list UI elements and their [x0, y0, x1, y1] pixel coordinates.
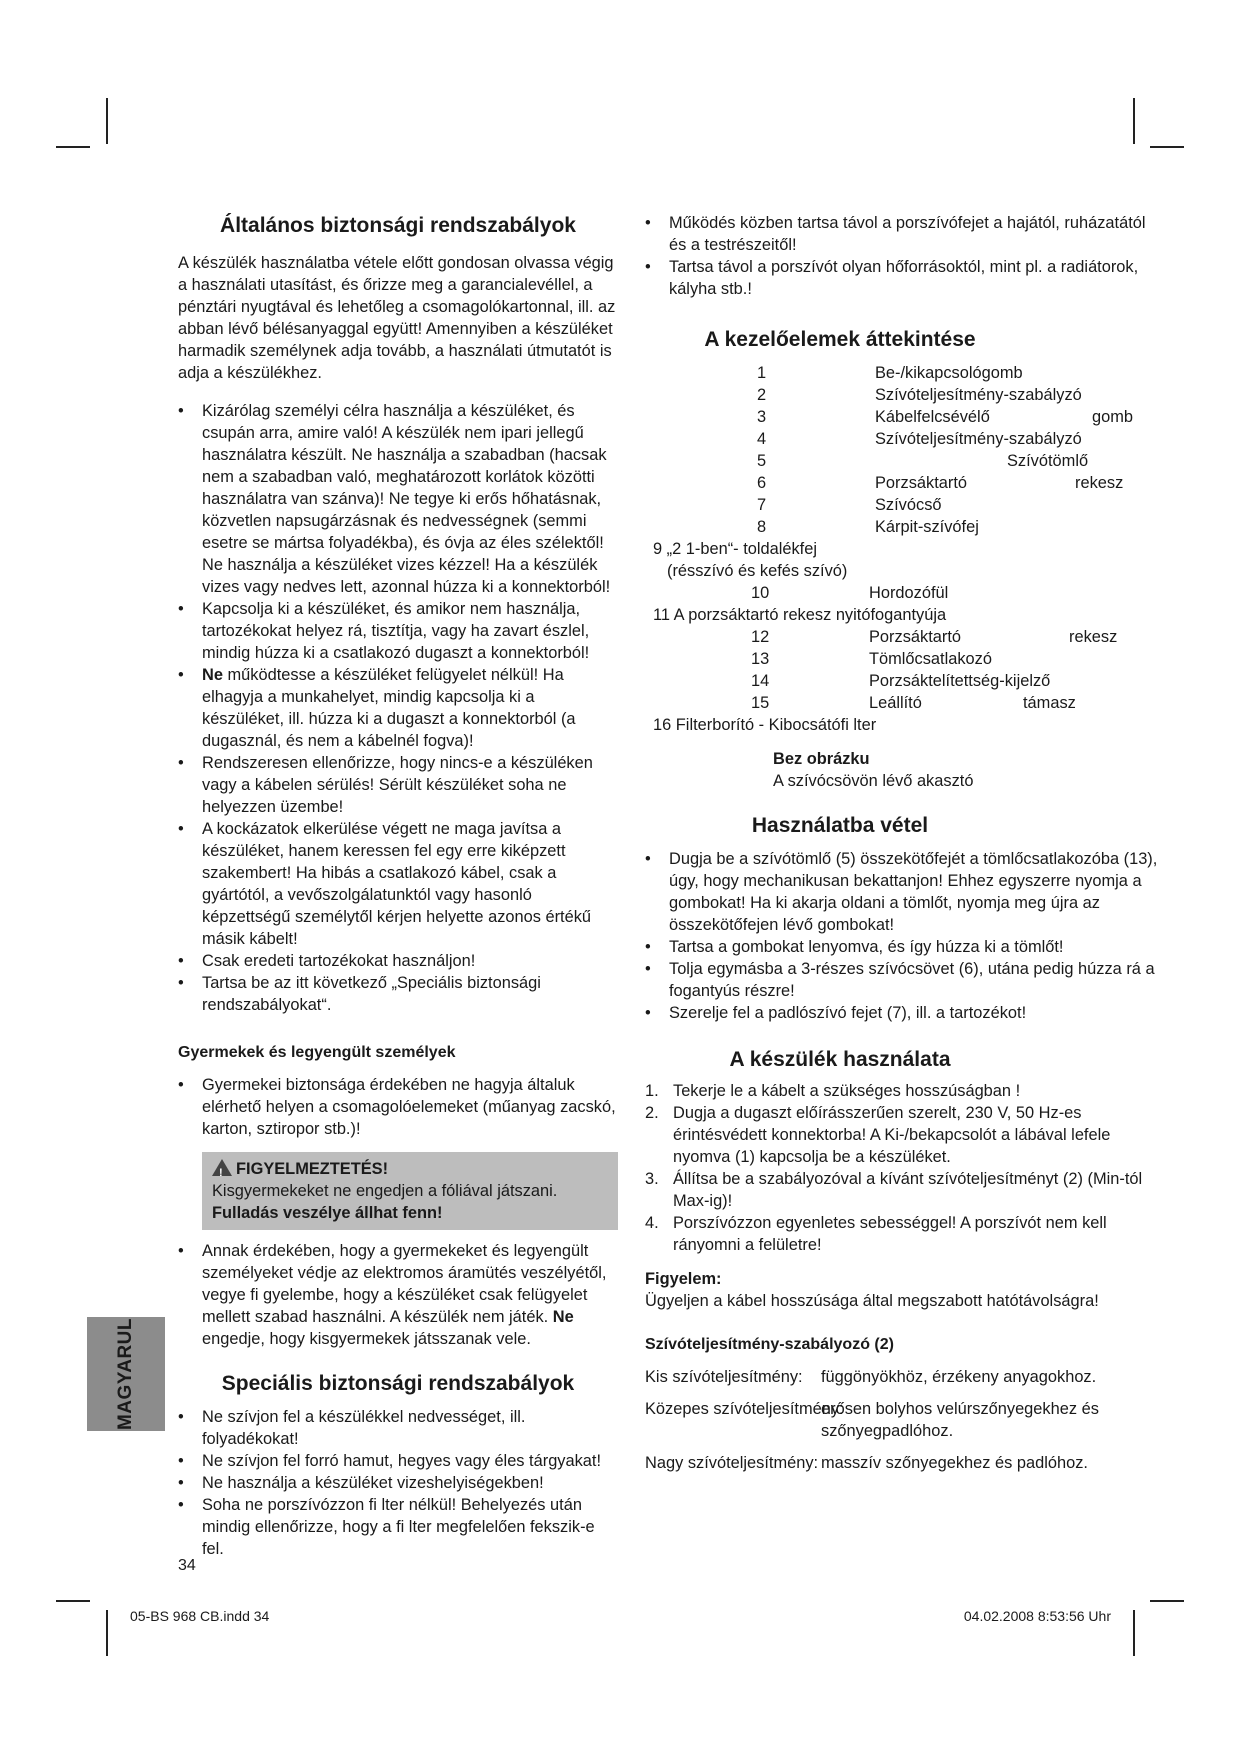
crop-mark — [106, 98, 108, 144]
special-safety-title: Speciális biztonsági rendszabályok — [221, 1372, 575, 1395]
control-number: 3 — [757, 408, 767, 426]
control-number: 8 — [757, 518, 767, 536]
page-number: 34 — [178, 1557, 196, 1574]
control-label: Kábelfelcsévélő — [875, 408, 990, 426]
list-item: • Tolja egymásba a 3-részes szívócsövet (6), utána pedig húzza rá a fogantyús részre! — [645, 958, 1165, 1002]
control-number: 13 — [751, 650, 770, 668]
suction-level-name: Nagy szívóteljesítmény: — [645, 1454, 819, 1472]
list-item: • Ne használja a készüléket vizeshelyiségekben! — [178, 1472, 618, 1494]
warning-bold-text: Fulladás veszélye állhat fenn! — [212, 1204, 443, 1222]
step-number: 3. — [645, 1170, 659, 1188]
suction-level-use: függönyökhöz, érzékeny anyagokhoz. — [821, 1368, 1097, 1386]
control-number: 10 — [751, 584, 770, 602]
list-item: • Kapcsolja ki a készüléket, és amikor nem használja, tartozékokat helyez rá, tisztítja, vagy ha zavart észlel, mindig húzza ki a csatlakozó dugaszt a konnektorból! — [178, 598, 618, 664]
list-item: • Soha ne porszívózzon fi lter nélkül! Behelyezés után mindig ellenőrizze, hogy a fi lter megfelelően fekszik-e fel. — [178, 1494, 618, 1560]
controls-title: A kezelőelemek áttekintése — [704, 328, 976, 351]
list-item: • Kizárólag személyi célra használja a készüléket, és csupán arra, amire való! A készülék nem ipari jellegű használatra készült. Ne használja a szabadban (hacsak nem a szabadban való, meghatározott korlátok közötti használatra van szánva)! Ne tegye ki erős hőhatásnak, közvetlen napsugárzásnak és nedvességnek (semmi esetre se mártsa folyadékba), és óvja az éles szélektől! Ne használja a készüléket vizes kézzel! Ha a készülék vizes vagy nedves lett, azonnal húzza ki a konnektorból! — [178, 400, 618, 598]
controls-list — [645, 582, 1165, 604]
control-label: Porzsáktartó — [875, 474, 968, 492]
control-number: 1 — [757, 364, 767, 382]
step-item — [645, 1102, 1165, 1168]
list-item: • Ne szívjon fel a készülékkel nedvességet, ill. folyadékokat! — [178, 1406, 618, 1450]
warning-icon — [212, 1159, 232, 1176]
control-item — [645, 494, 1165, 516]
attention-text: Ügyeljen a kábel hosszúsága által megszabott hatótávolságra! — [645, 1292, 1099, 1310]
control-number: 2 — [757, 386, 767, 404]
control-number: 15 — [751, 694, 770, 712]
suction-level-use: erősen bolyhos velúrszőnyegekhez és szőnyegpadlóhoz. — [821, 1400, 1099, 1440]
step-text: Állítsa be a szabályozóval a kívánt szívóteljesítményt (2) (Min-tól Max-ig)! — [673, 1170, 1143, 1210]
footer-file-name: 05-BS 968 CB.indd 34 — [130, 1608, 270, 1624]
warning-title: FIGYELMEZTETÉS! — [236, 1160, 389, 1178]
controls-list — [645, 362, 1165, 538]
control-label: Porzsáktartó — [869, 628, 962, 646]
list-item: • Működés közben tartsa távol a porszívófejet a hajától, ruházatától és a testrészeitől! — [645, 212, 1165, 256]
step-text: Porszívózzon egyenletes sebességgel! A porszívót nem kell rányomni a felületre! — [673, 1214, 1107, 1254]
right-column — [645, 212, 1165, 1474]
crop-mark — [106, 1610, 108, 1656]
suction-level-name: Kis szívóteljesítmény: — [645, 1368, 803, 1386]
control-item — [645, 626, 1165, 648]
step-text: Tekerje le a kábelt a szükséges hosszúságban ! — [673, 1082, 1021, 1100]
control-item — [645, 428, 1165, 450]
list-item-text: működtesse a készüléket felügyelet nélkül! Ha elhagyja a munkahelyet, mindig kapcsolja ki a készüléket, ill. húzza ki a dugaszt a konnektorból (a dugasznál, és nem a kábelnél fogva)! — [202, 666, 576, 750]
control-label: Leállító — [869, 694, 922, 712]
step-number: 4. — [645, 1214, 659, 1232]
control-item-9 — [645, 538, 1165, 582]
not-pictured — [645, 748, 1165, 792]
control-number: 5 — [757, 452, 767, 470]
safety-list — [178, 400, 618, 1016]
footer-timestamp: 04.02.2008 8:53:56 Uhr — [963, 1608, 1111, 1624]
crop-mark — [56, 1600, 90, 1602]
attention-title: Figyelem: — [645, 1270, 722, 1288]
suction-levels — [645, 1366, 1165, 1474]
control-item-11: 11 A porzsáktartó rekesz nyitófogantyúja — [653, 606, 947, 624]
control-item — [645, 472, 1165, 494]
regulator-title: Szívóteljesítmény-szabályozó (2) — [645, 1336, 894, 1353]
warning-box — [202, 1152, 618, 1230]
top-list — [645, 212, 1165, 300]
suction-level — [645, 1452, 1165, 1474]
list-item-text: Annak érdekében, hogy a gyermekeket és legyengült személyeket védje az elektromos áramütés veszélyétől, vegye fi gyelembe, hogy a készüléket csak felügyelet mellett szabad használni. A készülék nem játék. — [202, 1242, 607, 1326]
step-text: Dugja a dugaszt előírásszerűen szerelt, 230 V, 50 Hz-es érintésvédett konnektorba! A Ki-/bekapcsolót a lábával lefele nyomva (1) kapcsolja be a készüléket. — [673, 1104, 1111, 1166]
bold-word: Ne — [202, 666, 223, 684]
list-item: • Gyermekei biztonsága érdekében ne hagyja általuk elérhető helyen a csomagolóelemeket (műanyag zacskó, karton, sztiropor stb.)! — [178, 1074, 618, 1140]
control-label: Tömlőcsatlakozó — [869, 650, 992, 668]
control-number: 12 — [751, 628, 770, 646]
language-tab-label: MAGYARUL — [115, 1317, 136, 1431]
list-item — [178, 1240, 618, 1350]
control-item-text: 9 „2 1-ben“- toldalékfej — [653, 540, 817, 558]
control-item — [645, 384, 1165, 406]
children-list — [178, 1074, 618, 1140]
control-item — [645, 582, 1165, 604]
special-list — [178, 1406, 618, 1560]
language-tab — [87, 1317, 165, 1431]
list-item: • Tartsa távol a porszívót olyan hőforrásoktól, mint pl. a radiátorok, kályha stb.! — [645, 256, 1165, 300]
intro-paragraph: A készülék használatba vétele előtt gondosan olvassa végig a használati utasítást, és őrizze meg a garancialevéllel, a pénztári nyugtával és lehetőleg a csomagolókartonnal, ill. az abban lévő bélésanyaggal együtt! Amennyiben a készüléket harmadik személynek adja tovább, a használati útmutatót is adja a készülékhez. — [178, 254, 616, 382]
bold-word: Ne — [552, 1308, 574, 1326]
suction-level-use: masszív szőnyegekhez és padlóhoz. — [821, 1454, 1088, 1472]
control-item — [645, 362, 1165, 384]
list-item: • Szerelje fel a padlószívó fejet (7), ill. a tartozékot! — [645, 1002, 1165, 1024]
list-item: • Dugja be a szívótömlő (5) összekötőfejét a tömlőcsatlakozóba (13), úgy, hogy mechanikusan bekattanjon! Ehhez egyszerre nyomja a gombokat! Ha ki akarja oldani a tömlőt, nyomja meg újra az összekötőfejen lévő gombokat! — [645, 848, 1165, 936]
control-extra-label: rekesz — [1075, 474, 1124, 492]
crop-mark — [1150, 146, 1184, 148]
step-item — [645, 1212, 1165, 1256]
control-label: Kárpit-szívófej — [875, 518, 979, 536]
crop-mark — [1133, 98, 1135, 144]
operation-title: A készülék használata — [729, 1048, 951, 1071]
step-item — [645, 1168, 1165, 1212]
controls-list — [645, 626, 1165, 714]
step-number: 2. — [645, 1104, 659, 1122]
crop-mark — [1150, 1600, 1184, 1602]
left-column — [178, 212, 618, 1560]
control-item — [645, 670, 1165, 692]
first-use-list — [645, 848, 1165, 1024]
operation-steps — [645, 1080, 1165, 1256]
control-item-16: 16 Filterborító - Kibocsátófi lter — [653, 716, 877, 734]
control-label: Hordozófül — [869, 584, 949, 602]
list-item: • Tartsa a gombokat lenyomva, és így húzza ki a tömlőt! — [645, 936, 1165, 958]
list-item: • Csak eredeti tartozékokat használjon! — [178, 950, 618, 972]
control-label: Szívóteljesítmény-szabályzó — [875, 386, 1082, 404]
control-extra-label: rekesz — [1069, 628, 1118, 646]
list-item — [178, 664, 618, 752]
control-item — [645, 648, 1165, 670]
control-label: Porzsáktelítettség-kijelző — [869, 672, 1051, 690]
control-label: Szívócső — [875, 496, 942, 514]
control-extra-label: gomb — [1092, 408, 1134, 426]
children-heading: Gyermekek és legyengült személyek — [178, 1044, 456, 1061]
control-number: 7 — [757, 496, 767, 514]
first-use-title: Használatba vétel — [751, 814, 929, 837]
list-item: • Rendszeresen ellenőrizze, hogy nincs-e a készüléken vagy a kábelen sérülés! Sérült készüléket soha ne helyezzen üzembe! — [178, 752, 618, 818]
control-number: 6 — [757, 474, 767, 492]
step-item — [645, 1080, 1165, 1102]
control-label: Szívóteljesítmény-szabályzó — [875, 430, 1082, 448]
control-item — [645, 692, 1165, 714]
not-pictured-title: Bez obrázku — [773, 750, 870, 768]
not-pictured-text: A szívócsövön lévő akasztó — [773, 772, 974, 790]
list-item: • A kockázatok elkerülése végett ne maga javítsa a készüléket, hanem keressen fel egy erre kiképzett szakembert! Ha hibás a csatlakozó kábel, csak a gyártótól, a vevőszolgálatunktól vagy hasonló képzettségű személytől kérjen helyette azonos értékű másik kábelt! — [178, 818, 618, 950]
children-list-2 — [178, 1240, 618, 1350]
control-extra-label: támasz — [1023, 694, 1076, 712]
warning-text: Kisgyermekeket ne engedjen a fóliával játszani. — [212, 1182, 558, 1200]
control-label: Be-/kikapcsológomb — [875, 364, 1023, 382]
control-item — [645, 450, 1165, 472]
control-number: 4 — [757, 430, 767, 448]
suction-level-name: Közepes szívóteljesítmény: — [645, 1400, 844, 1418]
suction-level — [645, 1366, 1165, 1388]
crop-mark — [1133, 1610, 1135, 1656]
control-item — [645, 516, 1165, 538]
control-item-text: (résszívó és kefés szívó) — [667, 562, 848, 580]
step-number: 1. — [645, 1082, 659, 1100]
control-item — [645, 406, 1165, 428]
control-number: 14 — [751, 672, 770, 690]
control-extra-label: Szívótömlő — [1007, 452, 1089, 470]
list-item-text: engedje, hogy kisgyermekek játsszanak vele. — [202, 1330, 531, 1348]
list-item: • Tartsa be az itt következő „Speciális biztonsági rendszabályokat“. — [178, 972, 618, 1016]
crop-mark — [56, 146, 90, 148]
general-safety-title: Általános biztonsági rendszabályok — [220, 214, 576, 237]
list-item: • Ne szívjon fel forró hamut, hegyes vagy éles tárgyakat! — [178, 1450, 618, 1472]
suction-level — [645, 1398, 1165, 1442]
